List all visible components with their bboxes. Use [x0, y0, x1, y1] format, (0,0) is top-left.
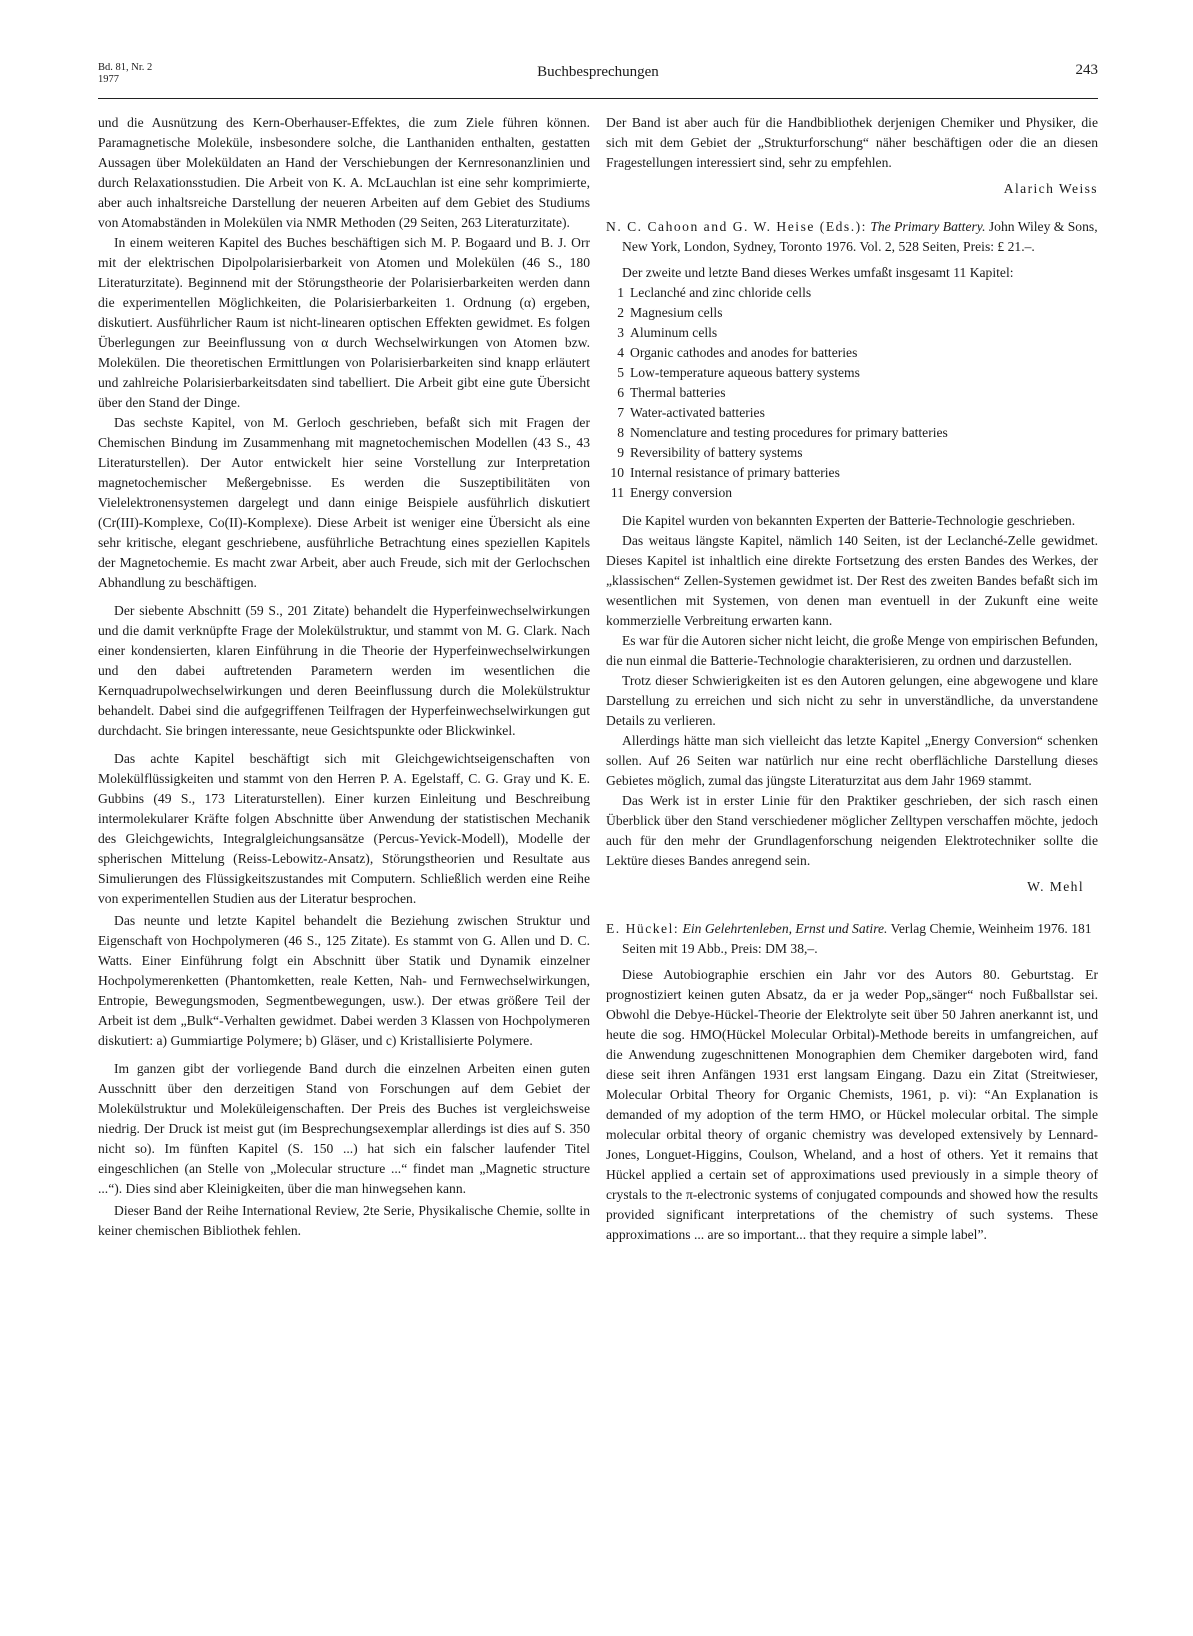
- chapter-title: Energy conversion: [630, 485, 733, 500]
- chapter-number: 11: [610, 485, 624, 500]
- chapter-item: [606, 343, 1098, 363]
- review-text: Der Band ist aber auch für die Handbibliothek derjenigen Chemiker und Physiker, die sich mit dem Gebiet der „Strukturforschung“ näher beschäftigen oder die an diesen Fragestellungen interessiert sind, sehr zu empfehlen.: [606, 115, 1098, 170]
- chapter-item: [606, 363, 1098, 383]
- chapter-number: 7: [617, 405, 624, 420]
- chapter-list: [606, 283, 1098, 503]
- volume-year: 1977: [98, 74, 119, 85]
- chapter-number: 5: [617, 365, 624, 380]
- book-reference: [606, 919, 1098, 959]
- chapter-item: [606, 423, 1098, 443]
- chapter-number: 10: [610, 465, 624, 480]
- chapter-number: 3: [617, 325, 624, 340]
- chapter-number: 2: [617, 305, 624, 320]
- chapter-title: Organic cathodes and anodes for batteries: [630, 345, 858, 360]
- page-number: 243: [1075, 62, 1098, 78]
- chapter-title: Nomenclature and testing procedures for primary batteries: [630, 425, 948, 440]
- review-paragraph: Es war für die Autoren sicher nicht leicht, die große Menge von empirischen Befunden, die nun einmal die Batterie-Technologie charakterisieren, zu ordnen und darzustellen.: [606, 633, 1099, 668]
- left-column: [98, 113, 590, 1241]
- chapter-title: Internal resistance of primary batteries: [630, 465, 840, 480]
- chapter-item: [606, 483, 1098, 503]
- review-continuation: [606, 113, 1098, 199]
- chapter-title: Leclanché and zinc chloride cells: [630, 285, 812, 300]
- chapter-title: Aluminum cells: [630, 325, 718, 340]
- volume-number: Bd. 81, Nr. 2: [98, 62, 153, 73]
- chapter-title: Low-temperature aqueous battery systems: [630, 365, 860, 380]
- chapter-number: 4: [617, 345, 624, 360]
- book-title: Ein Gelehrtenleben, Ernst und Satire.: [682, 921, 888, 936]
- chapter-title: Thermal batteries: [630, 385, 726, 400]
- review-paragraph: Das Werk ist in erster Linie für den Praktiker geschrieben, der sich rasch einen Überblick über den Stand verschiedener möglicher Zelltypen verschaffen möchte, jedoch auch für den mehr der Grundlagenforschung neigenden Elektrotechniker sollte die Lektüre dieses Bandes anregend sein.: [606, 793, 1098, 868]
- chapter-item: [606, 283, 1098, 303]
- chapter-item: [606, 463, 1098, 483]
- reviewer-signature: W. Mehl: [1027, 879, 1084, 894]
- chapter-item: [606, 383, 1098, 403]
- book-publication: Verlag Chemie, Weinheim 1976. 181 Seiten mit 19 Abb., Preis: DM 38,–.: [622, 921, 1092, 956]
- chapter-item: [606, 323, 1098, 343]
- left-paragraph: Das neunte und letzte Kapitel behandelt die Beziehung zwischen Struktur und Eigenschaft von Hochpolymeren (46 S., 125 Zitate). Es stammt von G. Allen und D. C. Watts. Einer Einführung folgt ein Abschnitt über Statik und Dynamik einzelner Hochpolymerenketten (Phantomketten, reale Ketten, Nah- und Fernwechselwirkungen, Entropie, Bewegungsmoden, Segmentbewegungen, usw.). Der etwas größere Teil der Arbeit ist dem „Bulk“-Verhalten gewidmet. Dabei werden 3 Klassen von Hochpolymeren diskutiert: a) Gummiartige Polymere; b) Gläser, und c) Kristallisierte Polymere.: [98, 913, 590, 1048]
- header-rule: [98, 98, 1098, 99]
- left-paragraph: Das achte Kapitel beschäftigt sich mit Gleichgewichtseigenschaften von Molekülflüssigkeiten und stammt von den Herren P. A. Egelstaff, C. G. Gray und K. E. Gubbins (49 S., 173 Literaturstellen). Einer kurzen Einleitung und Beschreibung intermolekularer Kräfte folgen Abschnitte über Anwendung der statistischen Mechanik des Gleichgewichts, Integralgleichungsansätze (Percus-Yevick-Modell), Modelle der spherischen Mittelung (Reiss-Lebowitz-Ansatz), Störungstheorien und Resultate aus Simulierungen des Flüssigkeitszustandes mit Computern. Schließlich werden eine Reihe von experimentellen Studien aus der Literatur besprochen.: [98, 751, 590, 906]
- review-paragraph: Diese Autobiographie erschien ein Jahr vor des Autors 80. Geburtstag. Er prognostiziert keinen guten Absatz, da er ja weder Pop„sänger“ noch Fußballstar sei. Obwohl die Debye-Hückel-Theorie der Elektrolyte seit über 50 Jahren anerkannt ist, und heute die sog. HMO(Hückel Molecular Orbital)-Methode bereits in umfangreichen, auf die Anwendung zugeschnittenen Monographien dem Chemiker dargeboten wird, fand diese seit ihren Anfängen 1931 erst langsam Eingang. Dazu ein Zitat (Streitwieser, Molecular Orbital Theory for Organic Chemists, 1961, p. vi): “An Explanation is demanded of my adoption of the term HMO, or Hückel molecular orbital. The simple molecular orbital theory of organic chemistry was developed extensively by Lennard-Jones, Longuet-Higgins, Coulson, Wheland, and a host of others. Yet it remains that Hückel applied a certain set of approximations used previously in a simple theory of crystals to the π-electronic systems of conjugated compounds and showed how the results provided significant interpretations of the chemistry of such systems. These approximations ... are so important... that they require a simple label”.: [606, 967, 1098, 1242]
- review-paragraph: Die Kapitel wurden von bekannten Experten der Batterie-Technologie geschrieben.: [622, 513, 1076, 528]
- review-primary-battery: [606, 217, 1098, 897]
- chapter-number: 1: [617, 285, 624, 300]
- chapter-number: 9: [617, 445, 624, 460]
- chapter-title: Water-activated batteries: [630, 405, 765, 420]
- left-paragraph: Der siebente Abschnitt (59 S., 201 Zitate) behandelt die Hyperfeinwechselwirkungen und die damit verknüpfte Frage der Molekülstruktur, und stammt von M. G. Clark. Nach einer kondensierten, klaren Einführung in die Theorie der Hyperfeinwechselwirkungen und den dabei auftretenden Parametern werden im wesentlichen die Kernquadrupolwechselwirkungen und deren Beeinflussung durch die Molekülstruktur behandelt. Dabei sind die aufgegriffenen Teilfragen der Hyperfeinwechselwirkungen gut durchdacht. Sie bringen interessante, neue Gesichtspunkte oder Blickwinkel.: [98, 603, 590, 738]
- review-paragraph: Allerdings hätte man sich vielleicht das letzte Kapitel „Energy Conversion“ schenken sollen. Auf 26 Seiten war natürlich nur eine recht oberflächliche Darstellung dieses Gebietes möglich, zumal das jüngste Literaturzitat aus dem Jahr 1969 stammt.: [606, 733, 1098, 788]
- book-reference: [606, 217, 1098, 257]
- right-column: [606, 113, 1098, 1245]
- chapter-item: [606, 443, 1098, 463]
- book-title: The Primary Battery.: [870, 219, 986, 234]
- book-publication: John Wiley & Sons, New York, London, Sydney, Toronto 1976. Vol. 2, 528 Seiten, Preis: £ 21.–.: [622, 219, 1098, 254]
- reviewer-signature: Alarich Weiss: [1003, 181, 1098, 196]
- book-author: E. Hückel:: [606, 921, 680, 936]
- chapter-item: [606, 303, 1098, 323]
- left-paragraph: und die Ausnützung des Kern-Oberhauser-Effektes, die zum Ziele führen können. Paramagnetische Moleküle, insbesondere solche, die Lanthaniden enthalten, gestatten Aussagen über Moleküldaten an Hand der Verschiebungen der Kernresonanzlinien und durch Relaxationsstudien. Die Arbeit von K. A. McLauchlan ist eine sehr komprimierte, aber auch inhaltsreiche Darstellung der neueren Arbeiten auf dem Gebiet des Studiums von Atomabständen in Molekülen via NMR Methoden (29 Seiten, 263 Literaturzitate).: [98, 115, 590, 230]
- left-paragraph: In einem weiteren Kapitel des Buches beschäftigen sich M. P. Bogaard und B. J. Orr mit der elektrischen Dipolpolarisierbarkeit von Atomen und Molekülen (46 S., 180 Literaturzitate). Beginnend mit der Störungstheorie der Polarisierbarkeiten werden dann die experimentellen Möglichkeiten, die Polarisierbarkeiten 1. Ordnung (α) ergeben, diskutiert. Ausführlicher Raum ist nicht-linearen optischen Effekten gewidmet. Es folgen Überlegungen zur Beeinflussung von α durch Wechselwirkungen von Atomen bzw. Molekülen. Die theoretischen Ermittlungen von Polarisierbarkeiten sind knapp erläutert und zahlreiche Polarisierbarkeitsdaten sind tabelliert. Die Arbeit gibt eine gute Übersicht über den Stand der Dinge.: [98, 235, 590, 410]
- left-paragraph: Das sechste Kapitel, von M. Gerloch geschrieben, befaßt sich mit Fragen der Chemischen Bindung im Zusammenhang mit magnetochemischen Modellen (43 S., 43 Literaturstellen). Der Autor entwickelt hier seine Vorstellung zur Interpretation magnetochemischer Meßergebnisse. Es werden die Suszeptibilitäten von Vielelektronensystemen dargelegt und dann einige Beispiele ausführlich diskutiert (Cr(III)-Komplexe, Co(II)-Komplexe). Diese Arbeit ist weniger eine Übersicht als eine sehr kritische, elegant geschriebene, ausführliche Betrachtung eines speziellen Kapitels der Magnetochemie. Es macht zwar Arbeit, aber auch Freude, sich mit der Gerlochschen Abhandlung zu beschäftigen.: [98, 415, 590, 590]
- chapter-item: [606, 403, 1098, 423]
- review-paragraph: Trotz dieser Schwierigkeiten ist es den Autoren gelungen, eine abgewogene und klare Darstellung zu erreichen und sich nicht zu sehr in unverständliche, da unverstandene Details zu verlieren.: [606, 673, 1098, 728]
- left-paragraph: Im ganzen gibt der vorliegende Band durch die einzelnen Arbeiten einen guten Ausschnitt über den derzeitigen Stand von Forschungen auf dem Gebiet der Molekülstruktur und Moleküleigenschaften. Der Preis des Buches ist vergleichsweise niedrig. Der Druck ist meist gut (im Besprechungsexemplar allerdings ist dies auf S. 350 nicht so). Im fünften Kapitel (S. 150 ...) hat sich ein falscher laufender Titel eingeschlichen (an Stelle von „Molecular structure ...“ findet man „Magnetic structure ...“). Dies sind aber Kleinigkeiten, über die man hinwegsehen kann.: [98, 1061, 590, 1196]
- review-hueckel: [606, 919, 1098, 1245]
- review-paragraph: Das weitaus längste Kapitel, nämlich 140 Seiten, ist der Leclanché-Zelle gewidmet. Dieses Kapitel ist inhaltlich eine direkte Fortsetzung des ersten Bandes des Werkes, der „klassischen“ Zellen-Systemen gewidmet ist. Der Rest des zweiten Bandes befaßt sich im wesentlichen mit Systemen, von denen man eventuell in der Zukunft eine weite kommerzielle Verbreitung erwarten kann.: [606, 533, 1098, 628]
- page-header: [98, 60, 1098, 102]
- chapter-number: 6: [617, 385, 624, 400]
- review-intro: Der zweite und letzte Band dieses Werkes umfaßt insgesamt 11 Kapitel:: [622, 265, 1014, 280]
- chapter-title: Reversibility of battery systems: [630, 445, 803, 460]
- section-title: Buchbesprechungen: [537, 64, 659, 80]
- book-authors: N. C. Cahoon and G. W. Heise (Eds.):: [606, 219, 867, 234]
- left-paragraph: Dieser Band der Reihe International Review, 2te Serie, Physikalische Chemie, sollte in keiner chemischen Bibliothek fehlen.: [98, 1203, 590, 1238]
- chapter-number: 8: [617, 425, 624, 440]
- chapter-title: Magnesium cells: [630, 305, 723, 320]
